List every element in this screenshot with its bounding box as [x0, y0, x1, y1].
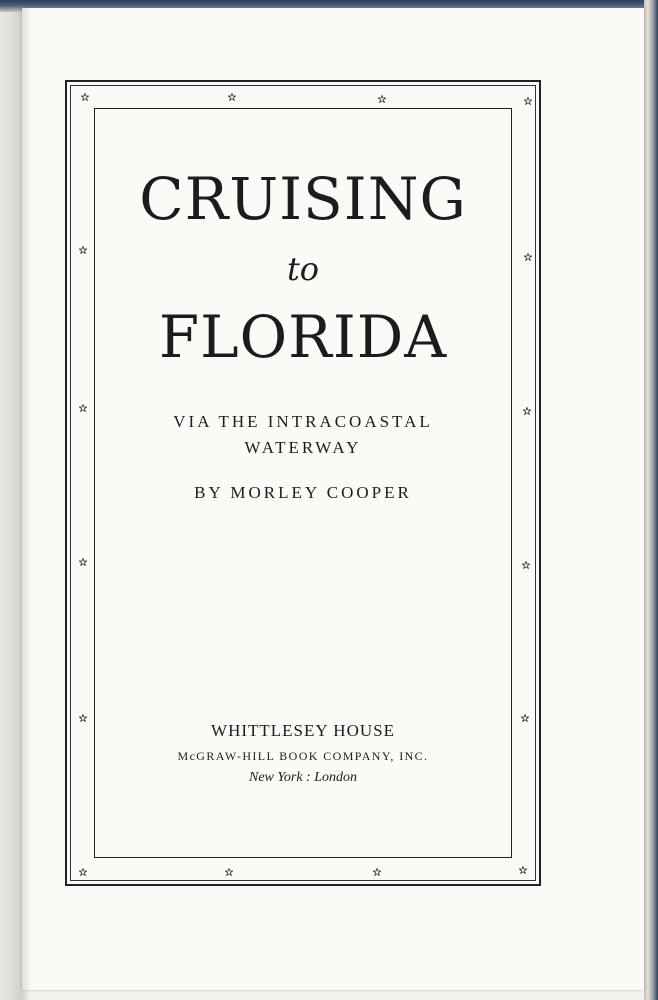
star-icon [521, 714, 529, 722]
star-icon [81, 93, 89, 101]
author-line: BY MORLEY COOPER [194, 483, 412, 502]
star-icon [524, 253, 532, 261]
star-icon [524, 97, 532, 105]
star-icon [79, 246, 87, 254]
star-icon [79, 714, 87, 722]
star-icon [225, 868, 233, 876]
title-line-1: CRUISING [139, 165, 467, 233]
publisher-company: McGRAW-HILL BOOK COMPANY, INC. [177, 749, 429, 763]
star-icon [378, 95, 386, 103]
title-line-2: FLORIDA [158, 303, 448, 371]
star-icon [519, 866, 527, 874]
publisher-location: New York : London [248, 770, 357, 785]
star-icon [523, 407, 531, 415]
title-connector: to [286, 250, 320, 288]
star-icon [79, 868, 87, 876]
star-icon [79, 558, 87, 566]
subtitle-line-2: WATERWAY [244, 438, 362, 457]
star-icon [79, 404, 87, 412]
star-icon [522, 561, 530, 569]
star-icon [373, 868, 381, 876]
publisher-name: WHITTLESEY HOUSE [211, 721, 395, 740]
star-icon [228, 93, 236, 101]
title-page [22, 8, 644, 990]
book-cover-right-edge [644, 0, 658, 1000]
page-gutter-shadow [22, 8, 32, 990]
subtitle-line-1: VIA THE INTRACOASTAL [173, 412, 433, 431]
